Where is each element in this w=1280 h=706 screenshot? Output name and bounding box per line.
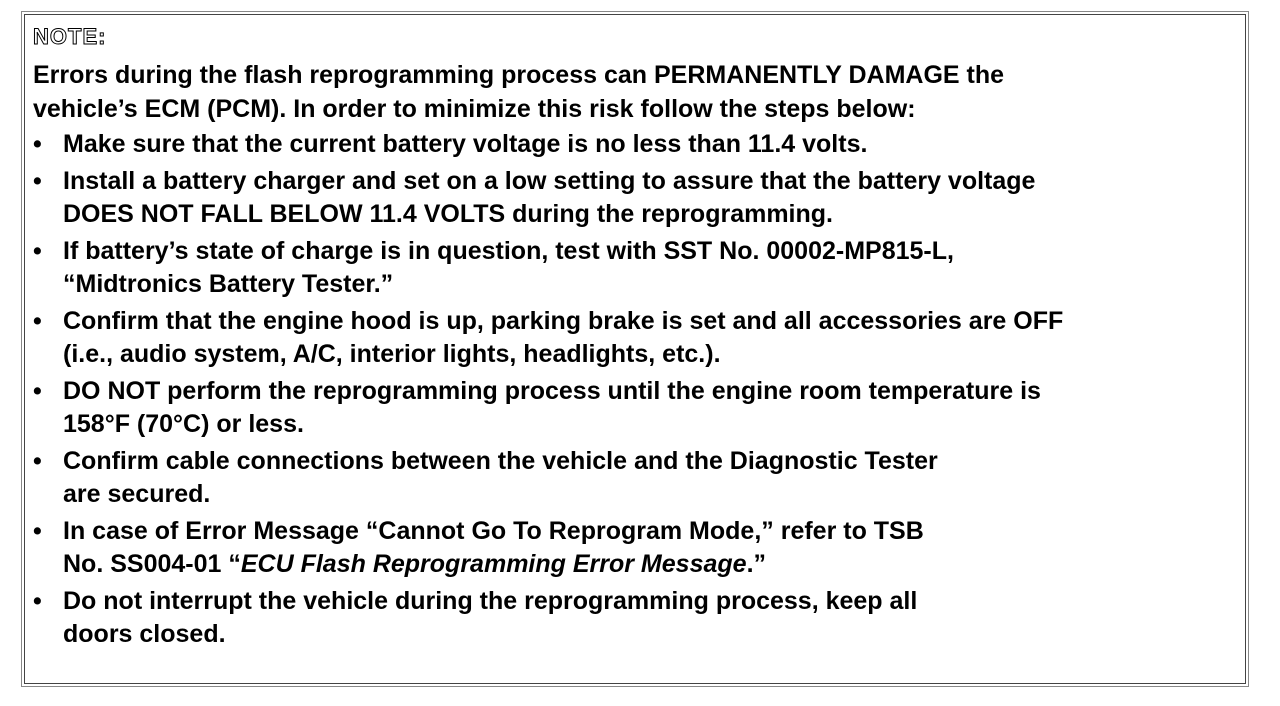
bullet-line: 158°F (70°C) or less. — [63, 410, 304, 438]
bullet-line: “Midtronics Battery Tester.” — [63, 270, 394, 298]
bullet-line: Make sure that the current battery voltage is no less than 11.4 volts. — [63, 130, 868, 158]
bullet-list — [33, 128, 1213, 655]
intro-line: Errors during the flash reprogramming process can PERMANENTLY DAMAGE the — [33, 61, 1005, 89]
bullet-icon: • — [33, 517, 42, 545]
bullet-line: Confirm cable connections between the vehicle and the Diagnostic Tester — [63, 447, 938, 475]
bullet-icon: • — [33, 130, 42, 158]
note-label: NOTE: — [33, 24, 107, 49]
bullet-line: doors closed. — [63, 620, 226, 648]
list-item — [33, 585, 1213, 651]
intro-line: vehicle’s ECM (PCM). In order to minimize this risk follow the steps below: — [33, 95, 916, 123]
bullet-line: are secured. — [63, 480, 211, 508]
bullet-icon: • — [33, 237, 42, 265]
list-item — [33, 375, 1213, 441]
tsb-suffix-text: .” — [746, 550, 767, 578]
bullet-icon: • — [33, 307, 42, 335]
bullet-line-mixed — [63, 548, 1213, 581]
bullet-line: Confirm that the engine hood is up, parking brake is set and all accessories are OFF — [63, 307, 1064, 335]
bullet-line: In case of Error Message “Cannot Go To Reprogram Mode,” refer to TSB — [63, 517, 924, 545]
list-item — [33, 165, 1213, 231]
bullet-line: (i.e., audio system, A/C, interior lights, headlights, etc.). — [63, 340, 721, 368]
bullet-line: Do not interrupt the vehicle during the reprogramming process, keep all — [63, 587, 918, 615]
note-intro — [33, 58, 1213, 126]
bullet-line: DO NOT perform the reprogramming process until the engine room temperature is — [63, 377, 1041, 405]
list-item — [33, 235, 1213, 301]
list-item — [33, 128, 1213, 161]
bullet-line: If battery’s state of charge is in question, test with SST No. 00002-MP815-L, — [63, 237, 954, 265]
bullet-line: DOES NOT FALL BELOW 11.4 VOLTS during the reprogramming. — [63, 200, 833, 228]
bullet-icon: • — [33, 587, 42, 615]
bullet-icon: • — [33, 447, 42, 475]
bullet-icon: • — [33, 167, 42, 195]
tsb-title-text: ECU Flash Reprogramming Error Message — [240, 550, 747, 578]
list-item — [33, 445, 1213, 511]
bullet-icon: • — [33, 377, 42, 405]
tsb-number-text: No. SS004-01 “ — [63, 550, 241, 578]
bullet-line: Install a battery charger and set on a low setting to assure that the battery voltage — [63, 167, 1036, 195]
list-item — [33, 515, 1213, 581]
list-item — [33, 305, 1213, 371]
